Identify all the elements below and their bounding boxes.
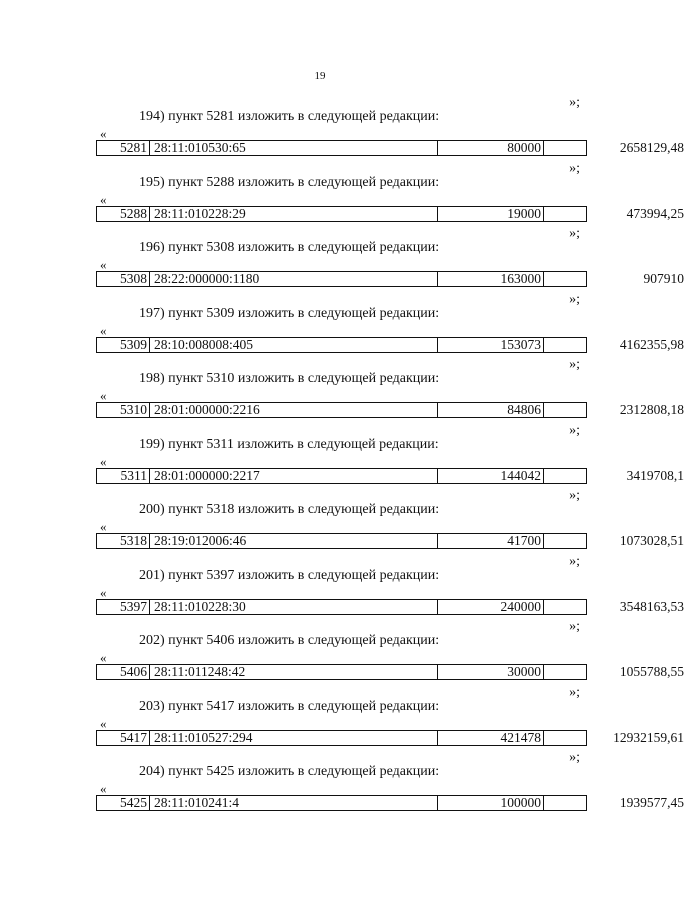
- amendment-block: [0, 619, 684, 686]
- cadastral-number-cell: 28:01:000000:2216: [150, 403, 438, 417]
- item-number-cell: 5310: [97, 403, 150, 417]
- table-row: [96, 271, 684, 287]
- cadastral-number-cell: 28:11:011248:42: [150, 665, 438, 679]
- table-row: [96, 795, 684, 811]
- value-cell: 4162355,98: [619, 336, 684, 352]
- cadastral-number-cell: 28:11:010530:65: [150, 141, 438, 155]
- table-row: [96, 729, 684, 746]
- table-row: [96, 336, 684, 353]
- value-cell: 1939577,45: [619, 795, 684, 810]
- amendment-block: [0, 750, 684, 817]
- page-number: 19: [314, 70, 326, 82]
- table-row: [96, 533, 684, 549]
- cadastral-number-cell: 28:11:010228:29: [150, 207, 438, 221]
- amendment-block: [0, 357, 684, 424]
- closing-quote-mark: »;: [569, 488, 580, 503]
- opening-quote-mark: «: [100, 453, 107, 469]
- value-cell: 12932159,61: [613, 729, 684, 745]
- item-number-cell: 5309: [97, 338, 150, 352]
- amendment-heading: 201) пункт 5397 изложить в следующей редакции:: [139, 567, 440, 583]
- value-cell: 2658129,48: [619, 140, 684, 155]
- value-cell: 1055788,55: [619, 664, 684, 679]
- area-cell: 80000: [438, 141, 544, 155]
- amendment-block: [0, 553, 684, 621]
- value-cell: 3548163,53: [619, 598, 684, 614]
- amendment-block: [0, 422, 684, 490]
- closing-quote-mark: »;: [569, 226, 580, 241]
- amendment-heading: 202) пункт 5406 изложить в следующей редакции:: [139, 633, 440, 648]
- opening-quote-mark: «: [100, 388, 107, 403]
- cadastral-number-cell: 28:11:010228:30: [150, 600, 438, 614]
- amendment-heading: 203) пункт 5417 изложить в следующей редакции:: [139, 698, 440, 714]
- item-number-cell: 5308: [97, 272, 150, 286]
- amendment-block: [0, 160, 684, 228]
- item-number-cell: 5311: [97, 469, 150, 483]
- area-cell: 19000: [438, 207, 544, 221]
- amendment-heading: 198) пункт 5310 изложить в следующей редакции:: [139, 371, 440, 386]
- closing-quote-mark: »;: [569, 291, 580, 307]
- area-cell: 240000: [438, 600, 544, 614]
- amendment-heading: 196) пункт 5308 изложить в следующей редакции:: [139, 240, 440, 255]
- amendment-block: [0, 291, 684, 359]
- area-cell: 421478: [438, 731, 544, 745]
- value-cell: 907910: [643, 271, 684, 286]
- opening-quote-mark: «: [100, 519, 107, 534]
- amendment-block: [0, 488, 684, 555]
- item-number-cell: 5425: [97, 796, 150, 810]
- item-number-cell: 5397: [97, 600, 150, 614]
- value-cell: 3419708,1: [626, 467, 684, 483]
- cadastral-number-cell: 28:19:012006:46: [150, 534, 438, 548]
- item-number-cell: 5318: [97, 534, 150, 548]
- amendment-heading: 204) пункт 5425 изложить в следующей редакции:: [139, 764, 440, 779]
- area-cell: 100000: [438, 796, 544, 810]
- opening-quote-mark: «: [100, 584, 107, 600]
- amendment-heading: 200) пункт 5318 изложить в следующей редакции:: [139, 502, 440, 517]
- opening-quote-mark: «: [100, 781, 107, 796]
- cadastral-number-cell: 28:11:010241:4: [150, 796, 438, 810]
- item-number-cell: 5281: [97, 141, 150, 155]
- table-row: [96, 140, 684, 156]
- amendment-heading: 195) пункт 5288 изложить в следующей редакции:: [139, 174, 440, 190]
- opening-quote-mark: «: [100, 322, 107, 338]
- amendment-block: [0, 226, 684, 293]
- value-cell: 1073028,51: [619, 533, 684, 548]
- opening-quote-mark: «: [100, 650, 107, 665]
- area-cell: 163000: [438, 272, 544, 286]
- closing-quote-mark: »;: [569, 160, 580, 176]
- amendment-block: [0, 95, 684, 162]
- table-row: [96, 402, 684, 418]
- closing-quote-mark: »;: [569, 357, 580, 372]
- area-cell: 30000: [438, 665, 544, 679]
- cadastral-number-cell: 28:01:000000:2217: [150, 469, 438, 483]
- area-cell: 153073: [438, 338, 544, 352]
- area-cell: 84806: [438, 403, 544, 417]
- area-cell: 144042: [438, 469, 544, 483]
- cadastral-number-cell: 28:11:010527:294: [150, 731, 438, 745]
- closing-quote-mark: »;: [569, 95, 580, 110]
- cadastral-number-cell: 28:10:008008:405: [150, 338, 438, 352]
- area-cell: 41700: [438, 534, 544, 548]
- cadastral-number-cell: 28:22:000000:1180: [150, 272, 438, 286]
- table-row: [96, 467, 684, 484]
- opening-quote-mark: «: [100, 257, 107, 272]
- closing-quote-mark: »;: [569, 684, 580, 700]
- item-number-cell: 5417: [97, 731, 150, 745]
- amendment-heading: 194) пункт 5281 изложить в следующей редакции:: [139, 109, 440, 124]
- table-row: [96, 664, 684, 680]
- opening-quote-mark: «: [100, 191, 107, 207]
- opening-quote-mark: «: [100, 715, 107, 731]
- table-row: [96, 598, 684, 615]
- item-number-cell: 5406: [97, 665, 150, 679]
- item-number-cell: 5288: [97, 207, 150, 221]
- amendment-heading: 199) пункт 5311 изложить в следующей редакции:: [139, 436, 439, 452]
- closing-quote-mark: »;: [569, 750, 580, 765]
- value-cell: 473994,25: [626, 205, 684, 221]
- closing-quote-mark: »;: [569, 422, 580, 438]
- closing-quote-mark: »;: [569, 553, 580, 569]
- amendment-block: [0, 684, 684, 752]
- closing-quote-mark: »;: [569, 619, 580, 634]
- value-cell: 2312808,18: [619, 402, 684, 417]
- table-row: [96, 205, 684, 222]
- amendment-heading: 197) пункт 5309 изложить в следующей редакции:: [139, 305, 440, 321]
- opening-quote-mark: «: [100, 126, 107, 141]
